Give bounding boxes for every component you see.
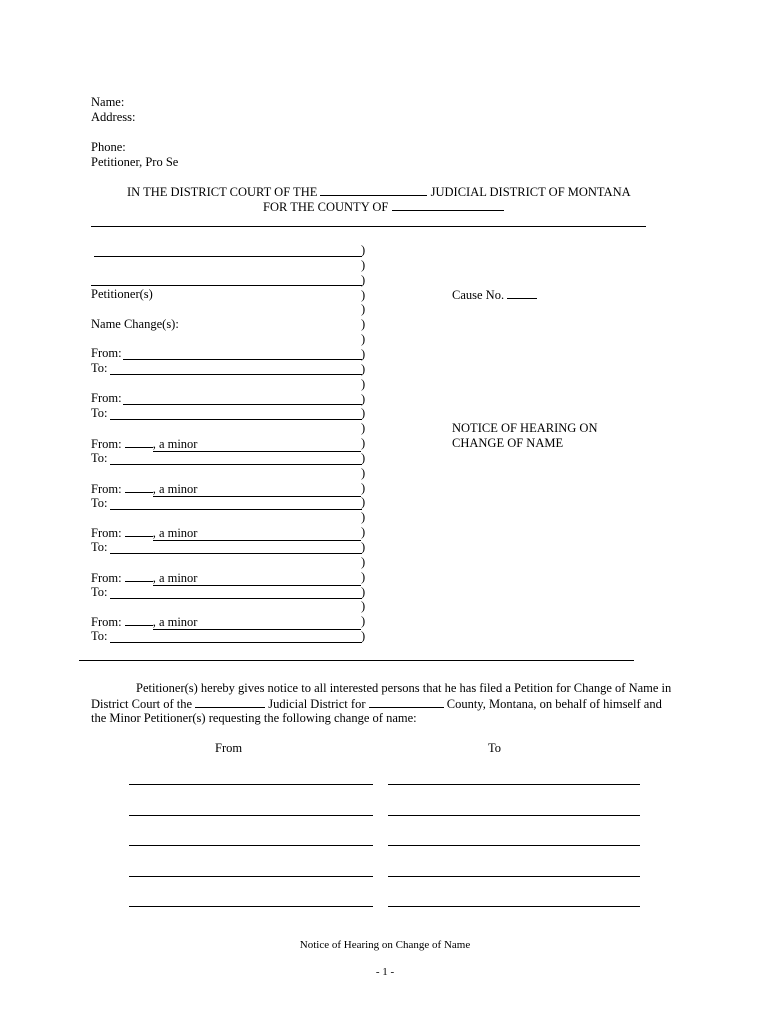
to-label: To:: [91, 629, 108, 643]
to-entry-line[interactable]: [388, 845, 640, 846]
from-entry-line[interactable]: [129, 815, 373, 816]
from-label: From:: [91, 437, 122, 451]
notice-paragraph-line2: [91, 696, 662, 712]
minor-from-row: [91, 525, 361, 541]
caption-paren: ): [361, 272, 366, 287]
cause-number-blank[interactable]: [507, 287, 537, 299]
to-name-line[interactable]: [110, 374, 362, 375]
caption-divider: [79, 660, 634, 661]
petitioners-label: Petitioner(s): [91, 287, 153, 301]
caption-paren: ): [361, 584, 366, 599]
to-label: To:: [91, 496, 108, 510]
cause-number-label: Cause No.: [452, 288, 505, 302]
to-label: To:: [91, 540, 108, 554]
minor-from-blank[interactable]: [125, 481, 153, 493]
cause-number-row: [452, 287, 537, 303]
caption-paren: ): [361, 465, 366, 480]
county-blank[interactable]: [392, 199, 504, 211]
to-label: To:: [91, 361, 108, 375]
caption-paren: ): [361, 287, 366, 302]
court-heading-line1: [127, 184, 631, 200]
caption-paren: ): [361, 554, 366, 569]
phone-label: Phone:: [91, 140, 126, 154]
caption-paren: ): [361, 480, 366, 495]
name-changes-label: Name Change(s):: [91, 317, 179, 331]
caption-paren: ): [361, 495, 366, 510]
caption-paren: ): [361, 257, 366, 272]
notice-paragraph-line1: Petitioner(s) hereby gives notice to all interested persons that he has filed a Petition for Change of Name in: [136, 681, 672, 695]
minor-from-blank[interactable]: [125, 614, 153, 626]
caption-paren: ): [361, 599, 366, 614]
caption-paren: ): [361, 510, 366, 525]
address-label: Address:: [91, 110, 136, 124]
minor-text: , a minor: [153, 527, 361, 541]
caption-paren: ): [361, 614, 366, 629]
minor-text: , a minor: [153, 483, 361, 497]
petitioner-name-line-2[interactable]: [91, 285, 362, 286]
court-heading-line2: [263, 199, 504, 215]
minor-from-row: [91, 436, 361, 452]
from-label: From:: [91, 571, 122, 585]
to-entry-line[interactable]: [388, 876, 640, 877]
caption-paren: ): [361, 540, 366, 554]
to-column-heading: To: [488, 741, 502, 755]
from-entry-line[interactable]: [129, 845, 373, 846]
county-label: FOR THE COUNTY OF: [263, 200, 389, 214]
minor-from-blank[interactable]: [125, 525, 153, 537]
county-montana-text: County, Montana, on behalf of himself and: [446, 697, 662, 711]
caption-paren: ): [361, 361, 366, 376]
from-label: From:: [91, 346, 122, 360]
judicial-district-text: Judicial District for: [268, 697, 366, 711]
minor-from-blank[interactable]: [125, 436, 153, 448]
to-entry-line[interactable]: [388, 784, 640, 785]
from-name-line[interactable]: [123, 359, 362, 360]
to-name-line[interactable]: [110, 642, 362, 643]
district-court-text: District Court of the: [91, 697, 193, 711]
caption-paren: ): [361, 421, 366, 436]
caption-paren: ): [361, 302, 366, 317]
from-entry-line[interactable]: [129, 876, 373, 877]
from-label: From:: [91, 526, 122, 540]
to-label: To:: [91, 451, 108, 465]
from-label: From:: [91, 482, 122, 496]
minor-from-row: [91, 570, 361, 586]
minor-text: , a minor: [153, 616, 361, 630]
page-number: - 1 -: [375, 966, 395, 978]
to-name-line[interactable]: [110, 509, 362, 510]
minor-text: , a minor: [153, 438, 361, 452]
to-name-line[interactable]: [110, 419, 362, 420]
to-label: To:: [91, 585, 108, 599]
petitioner-role: Petitioner, Pro Se: [91, 155, 179, 169]
district-number-blank[interactable]: [320, 184, 427, 196]
county-name-blank[interactable]: [369, 696, 444, 708]
from-entry-line[interactable]: [129, 906, 373, 907]
caption-paren: ): [361, 569, 366, 584]
minor-from-blank[interactable]: [125, 570, 153, 582]
notice-paragraph-line3: the Minor Petitioner(s) requesting the following change of name:: [91, 711, 417, 725]
from-label: From:: [91, 615, 122, 629]
court-heading-left: IN THE DISTRICT COURT OF THE: [127, 185, 318, 199]
to-name-line[interactable]: [110, 553, 362, 554]
to-label: To:: [91, 406, 108, 420]
caption-paren: ): [361, 346, 366, 361]
footer-title: Notice of Hearing on Change of Name: [299, 939, 471, 951]
caption-paren: ): [361, 376, 366, 391]
caption-paren: ): [361, 436, 366, 451]
from-name-line[interactable]: [123, 404, 362, 405]
caption-paren: ): [361, 332, 366, 347]
minor-text: , a minor: [153, 572, 361, 586]
to-entry-line[interactable]: [388, 906, 640, 907]
name-label: Name:: [91, 95, 125, 109]
minor-from-row: [91, 614, 361, 630]
notice-title-line2: CHANGE OF NAME: [452, 436, 564, 450]
caption-paren: ): [361, 525, 366, 540]
notice-title-line1: NOTICE OF HEARING ON: [452, 421, 598, 435]
to-entry-line[interactable]: [388, 815, 640, 816]
from-entry-line[interactable]: [129, 784, 373, 785]
to-name-line[interactable]: [110, 464, 362, 465]
caption-paren: ): [361, 317, 366, 332]
court-heading-right: JUDICIAL DISTRICT OF MONTANA: [430, 185, 631, 199]
from-column-heading: From: [215, 741, 243, 755]
caption-paren: ): [361, 450, 366, 465]
petitioner-name-line-1[interactable]: [94, 256, 362, 257]
to-name-line[interactable]: [110, 598, 362, 599]
from-label: From:: [91, 391, 122, 405]
caption-paren: ): [361, 406, 366, 421]
header-divider: [91, 226, 646, 227]
caption-paren: ): [361, 629, 366, 644]
judicial-district-blank[interactable]: [195, 696, 265, 708]
caption-paren: ): [361, 391, 366, 406]
caption-paren: ): [361, 243, 366, 257]
minor-from-row: [91, 481, 361, 497]
